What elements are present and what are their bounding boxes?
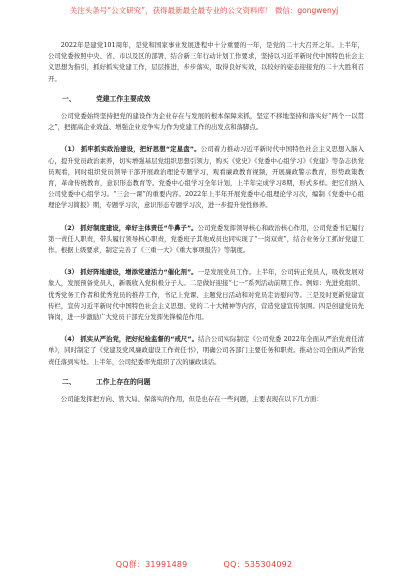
section2-intro: 公司能发挥把方向、管大局、保落实的作用，但是也存在一些问题，主要表现在以下几方面： (60, 395, 323, 404)
item-paragraph-2 (48, 223, 364, 257)
item-lead: （1） 抓牢抓实政治建设，把好思想“定星盘”。 (60, 145, 201, 154)
section-heading-2 (48, 377, 364, 388)
section-title: 工作上存在的问题 (96, 377, 151, 386)
footer-qq-group: QQ群：31991489 (115, 560, 188, 569)
item-text: 公司党委发挥领导核心和政治核心作用，公司党委书记履行第一责任人职责，带头履行领导核心职责，党委班子其他成员也同实现了“一岗双责”，结合业务分工抓好党建工作。根据上级要求，制定完善了《三重一大》《重大事项报告》等制度。 (48, 223, 365, 255)
item-lead: （3） 抓好阵地建设，增添党建活力“催化剂”。 (60, 268, 198, 277)
item-text: 结合公司实际制定《公司党委 2022年全面从严治党责任清单》，同时制定了《党建及党风廉政建设工作责任书》，明确公司各部门主要任务和职责。推动公司全面从严治党责任落到实处。上半年，公司纪委率先组织了次的廉政谈话。 (48, 335, 365, 366)
footer-qq: QQ：535304092 (223, 560, 293, 569)
section-number: 二、 (62, 377, 76, 386)
item-paragraph-4 (48, 334, 364, 368)
header-banner: 关注头条号“公文研究”，获得最新最全最专业的公文资料库！ 微信：gongwenyj (69, 6, 339, 15)
item-paragraph-1 (48, 144, 364, 211)
section-heading-1 (48, 94, 364, 105)
section-number: 一、 (62, 94, 76, 103)
document-body (48, 40, 364, 405)
item-text: 一是发展党员工作。上半年，公司转正党员人，吸收发展对象人，发展预备党员人，新吸收入党积极分子人。二是做好迎接“七一”系列活动前期工作。例如：先进党组织、优秀党务工作者和优秀党员的推荐工作，书记上党课、主题党日活动和对党员走访慰问等。三是及时更新党建宣传栏，宣传习近平新时代中国特色社会主义思想、党的二十大精神等内容，营造党建宣传氛围。四是创建党员先锋岗，进一步激励广大党员干部充分发挥先锋模范作用。 (48, 268, 365, 322)
item-lead: （2） 抓好制度建设，牵好主体责任“牛鼻子”。 (60, 223, 198, 232)
section1-intro: 公司党委始终坚持把党的建设作为企业存在与发展的根本保障来抓，坚定不移地坚持和落实好“两个一以贯之”，把握高企业效益、增强企业竞争实力作为党建工作的出发点和落脚点。 (48, 112, 364, 132)
item-paragraph-3 (48, 267, 364, 323)
intro-paragraph: 2022年是建党101周年，是党和国家事业发展进程中十分重要的一年，是党的二十大召开之年。上半年，公司党委按照中央、省、市以及区的部署，结合新三年行动计划工作要求，坚持以习近平新时代中国特色社会主义思想为指引，抓好抓实党建工作，层层推进，步步落实，取得良好实效，以较好的姿态迎接党的二十大胜利召开。 (48, 41, 364, 83)
item-text: 公司着力推动习近平新时代中国特色社会主义思想入脑入心，提升党员政治素养，切实增强基层党组织思想引领力，购买《党史》《党委中心组学习》《党建》等杂志供党员观看，同时组织党员领导干部开展政治理论专题学习，观看廉政教育视频，开展廉政警示教育，形势政策教育，革命传统教育，意识形态教育等。党委中心组学习全年计划，上半年完成学习8期，形式多样。把它们纳入公司党委中心组学习。“三会一课”的重要内容。2022年上半年开展党委中心组理论学习次，编制《党委中心组理论学习简报》期，专题学习次，意识形态专题学习次，进一步提升党性修养。 (48, 145, 364, 210)
item-lead: （4） 抓实从严治党，把好纪检监督的“戒尺”。 (60, 335, 198, 344)
footer-contact (0, 559, 408, 570)
section-title: 党建工作主要成效 (96, 94, 151, 103)
